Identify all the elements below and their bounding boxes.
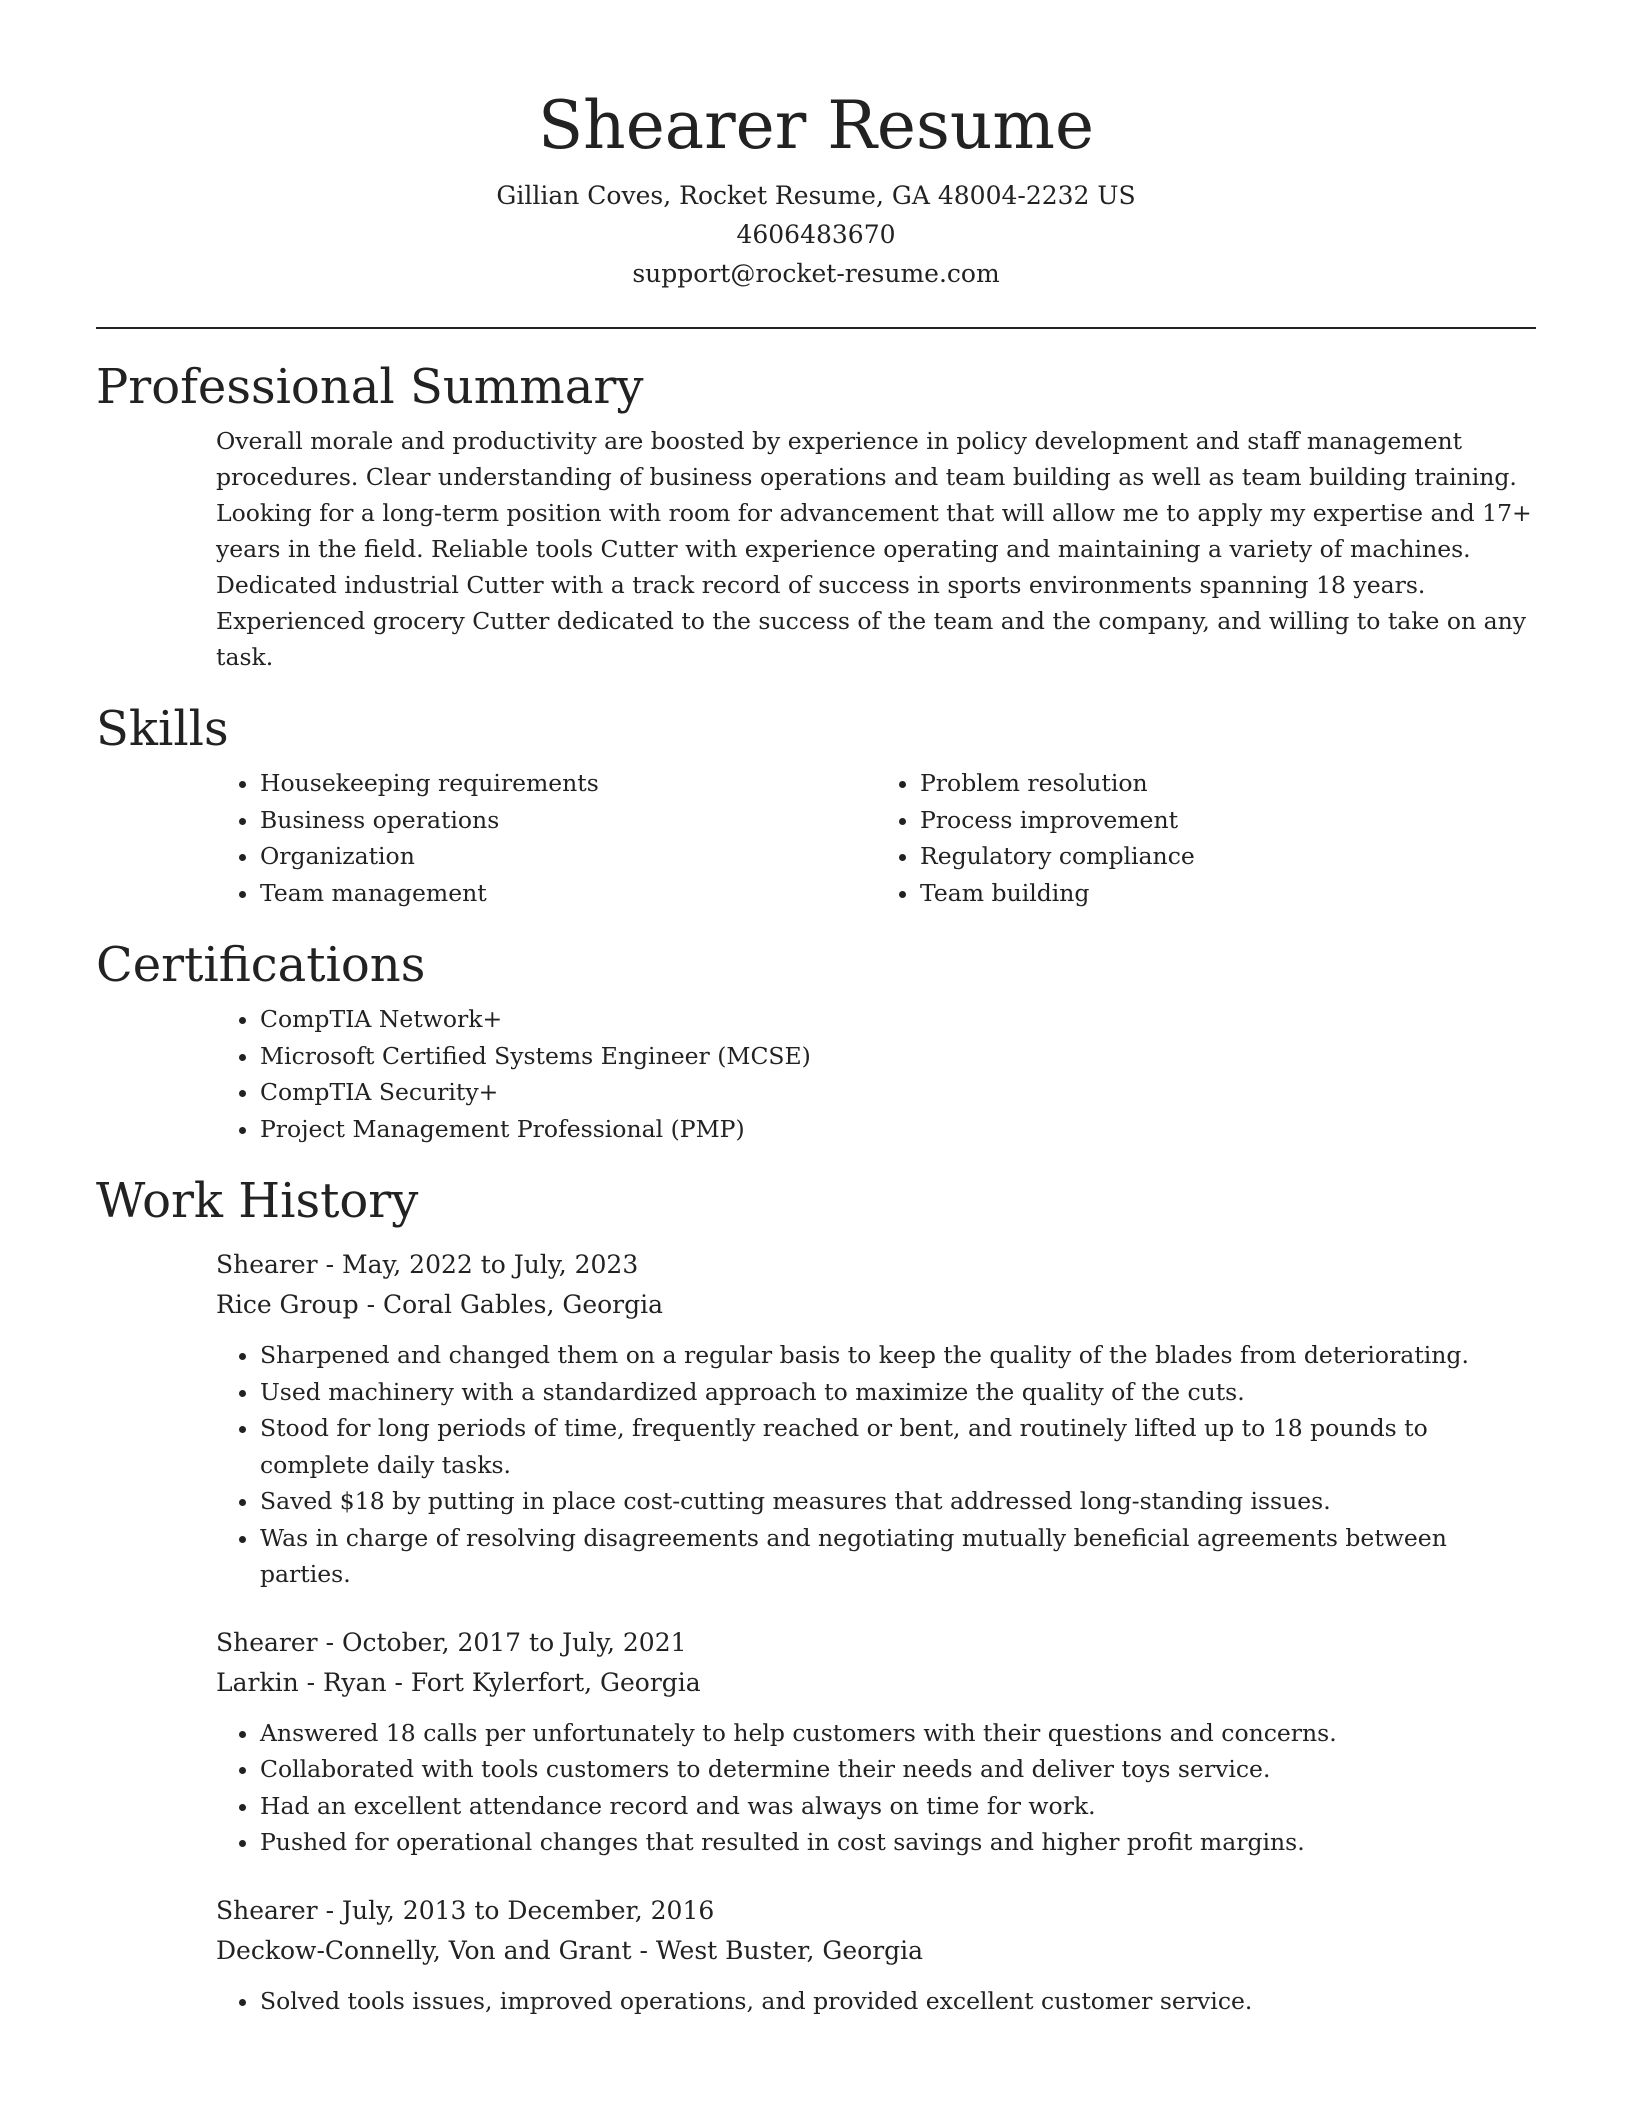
- skill-item: • Business operations: [260, 802, 876, 839]
- job-title-line: Shearer - July, 2013 to December, 2016: [216, 1895, 715, 1925]
- job-title: Shearer: [216, 1895, 318, 1925]
- certifications-block: [216, 1001, 1536, 1147]
- header-divider: [96, 327, 1536, 329]
- job-bullet: • Solved tools issues, improved operations, and provided excellent customer service.: [260, 1983, 1536, 2020]
- job-bullets: [216, 1715, 1536, 1861]
- work-history-title: Work History: [96, 1173, 419, 1229]
- summary-title: Professional Summary: [96, 359, 644, 415]
- contact-phone: 4606483670: [736, 220, 896, 249]
- skills-columns: [216, 765, 1536, 911]
- skill-item: • Team building: [920, 875, 1536, 912]
- contact-info: [96, 176, 1536, 293]
- skill-item: • Housekeeping requirements: [260, 765, 876, 802]
- job-company-line: Rice Group - Coral Gables, Georgia: [216, 1290, 664, 1319]
- job-bullets: [216, 1337, 1536, 1593]
- job-location: Coral Gables, Georgia: [382, 1290, 664, 1319]
- job-bullet: • Saved $18 by putting in place cost-cutting measures that addressed long-standing issues.: [260, 1483, 1536, 1520]
- skill-item: • Team management: [260, 875, 876, 912]
- job-title-line: Shearer - May, 2022 to July, 2023: [216, 1250, 639, 1279]
- job-bullets: [216, 1983, 1536, 2020]
- job-title-line: Shearer - October, 2017 to July, 2021: [216, 1627, 687, 1657]
- job-title: Shearer: [216, 1250, 318, 1279]
- work-history-section: [96, 1171, 1536, 2019]
- certification-item: • CompTIA Security+: [260, 1074, 1536, 1111]
- job-entry: [216, 1245, 1536, 1593]
- certifications-title: Certifications: [96, 937, 426, 993]
- resume-name: Shearer Resume: [537, 87, 1095, 164]
- skills-list-right: [876, 765, 1536, 911]
- contact-email: support@rocket-resume.com: [632, 259, 1000, 288]
- skill-item: • Organization: [260, 838, 876, 875]
- job-dates: May, 2022 to July, 2023: [341, 1250, 639, 1279]
- certifications-section: [96, 935, 1536, 1147]
- job-bullet: • Pushed for operational changes that resulted in cost savings and higher profit margins.: [260, 1824, 1536, 1861]
- skill-item: • Regulatory compliance: [920, 838, 1536, 875]
- skills-title: Skills: [96, 701, 229, 757]
- job-company: Rice Group: [216, 1290, 359, 1319]
- skills-section: [96, 699, 1536, 911]
- job-location: Fort Kylerfort, Georgia: [410, 1667, 701, 1697]
- job-dates: October, 2017 to July, 2021: [341, 1627, 687, 1657]
- skills-list-left: [216, 765, 876, 911]
- job-bullet: • Used machinery with a standardized approach to maximize the quality of the cuts.: [260, 1374, 1536, 1411]
- summary-section: [96, 357, 1536, 675]
- certification-item: • CompTIA Network+: [260, 1001, 1536, 1038]
- job-location: West Buster, Georgia: [655, 1935, 924, 1965]
- job-company: Larkin - Ryan: [216, 1667, 387, 1697]
- job-company-line: Larkin - Ryan - Fort Kylerfort, Georgia: [216, 1667, 701, 1697]
- skill-item: • Problem resolution: [920, 765, 1536, 802]
- skill-item: • Process improvement: [920, 802, 1536, 839]
- job-company-line: Deckow-Connelly, Von and Grant - West Buster, Georgia: [216, 1935, 924, 1965]
- job-bullet: • Had an excellent attendance record and was always on time for work.: [260, 1788, 1536, 1825]
- certification-item: • Microsoft Certified Systems Engineer (MCSE): [260, 1038, 1536, 1075]
- job-bullet: • Collaborated with tools customers to determine their needs and deliver toys service.: [260, 1751, 1536, 1788]
- resume-page: [96, 0, 1536, 2049]
- certifications-list: [216, 1001, 1536, 1147]
- job-bullet: • Answered 18 calls per unfortunately to help customers with their questions and concerns.: [260, 1715, 1536, 1752]
- job-entry: [216, 1623, 1536, 1861]
- job-bullet: • Stood for long periods of time, frequently reached or bent, and routinely lifted up to 18 pounds to complete daily tasks.: [260, 1410, 1536, 1483]
- job-company: Deckow-Connelly, Von and Grant: [216, 1935, 632, 1965]
- resume-header: [96, 0, 1536, 293]
- job-bullet: • Sharpened and changed them on a regular basis to keep the quality of the blades from deteriorating.: [260, 1337, 1536, 1374]
- contact-address: Gillian Coves, Rocket Resume, GA 48004-2232 US: [496, 181, 1136, 210]
- certification-item: • Project Management Professional (PMP): [260, 1111, 1536, 1148]
- summary-text: Overall morale and productivity are boosted by experience in policy development and staff management procedures. Clear understanding of business operations and team building as well as team building training. Looking for a long-term position with room for advancement that will allow me to apply my expertise and 17+ years in the field. Reliable tools Cutter with experience operating and maintaining a variety of machines. Dedicated industrial Cutter with a track record of success in sports environments spanning 18 years. Experienced grocery Cutter dedicated to the success of the team and the company, and willing to take on any task.: [216, 427, 1532, 671]
- job-bullet: • Was in charge of resolving disagreements and negotiating mutually beneficial agreements between parties.: [260, 1520, 1536, 1593]
- job-entry: [216, 1891, 1536, 2020]
- job-dates: July, 2013 to December, 2016: [341, 1895, 715, 1925]
- job-title: Shearer: [216, 1627, 318, 1657]
